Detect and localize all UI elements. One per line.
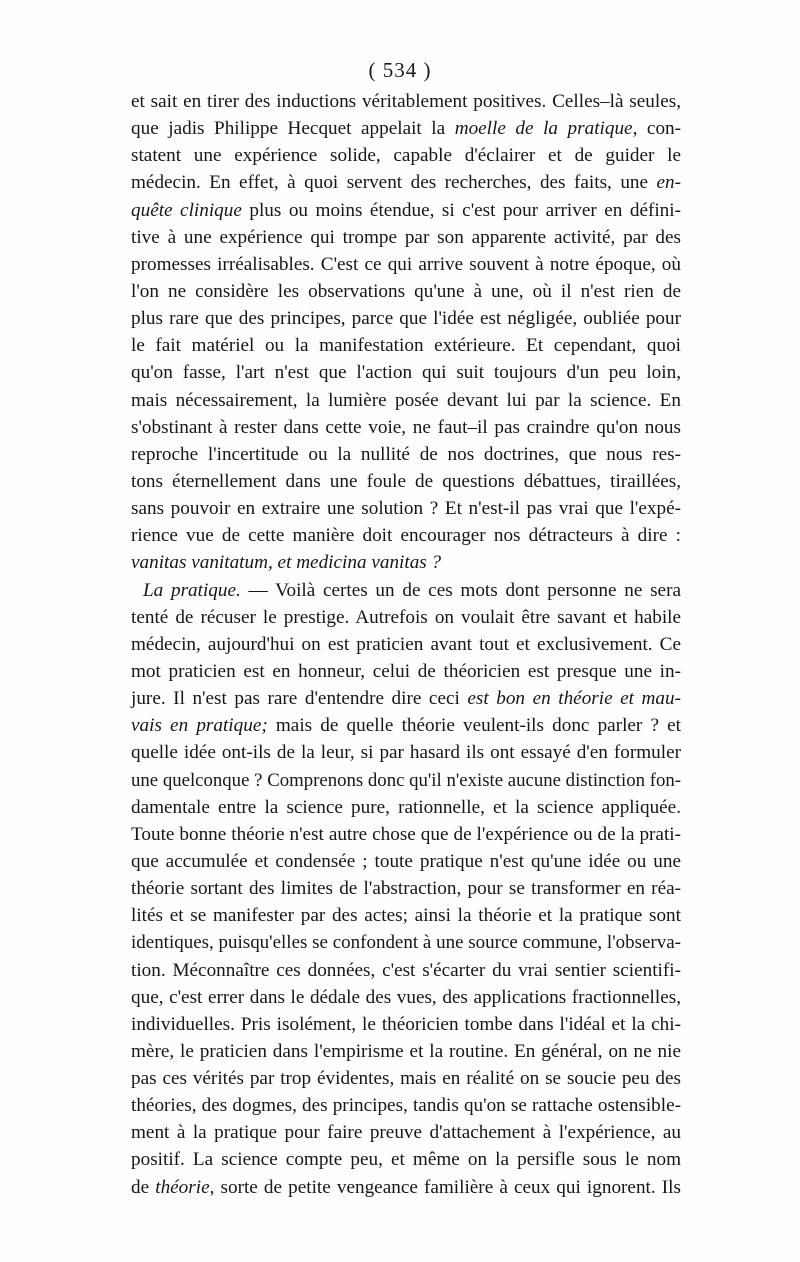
text-segment: qu'on fasse, l'art n'est que l'action qui suit toujours d'un peu loin, bbox=[131, 362, 681, 384]
text-segment: théorie sortant des limites de l'abstraction, pour se transformer en réa- bbox=[131, 878, 681, 900]
text-segment: pas ces vérités par trop évidentes, mais en réalité on se soucie peu des bbox=[131, 1068, 681, 1090]
text-line bbox=[131, 251, 681, 278]
text-segment: une quelconque ? Comprenons donc qu'il n'existe aucune distinction fon- bbox=[131, 769, 681, 791]
text-segment: identiques, puisqu'elles se confondent à une source commune, l'observa- bbox=[131, 932, 681, 954]
text-line bbox=[131, 549, 681, 576]
text-line bbox=[131, 1011, 681, 1038]
text-segment: ment à la pratique pour faire preuve d'attachement à l'expérience, au bbox=[131, 1122, 681, 1144]
text-line bbox=[131, 739, 681, 766]
text-segment: mais de quelle théorie veulent-ils donc parler ? et bbox=[267, 715, 681, 737]
body-text bbox=[131, 88, 681, 1201]
text-line bbox=[131, 224, 681, 251]
text-segment: rience vue de cette manière doit encourager nos détracteurs à dire : bbox=[131, 525, 681, 547]
text-segment: mot praticien est en honneur, celui de théoricien est presque une in- bbox=[131, 660, 681, 682]
text-line bbox=[131, 712, 681, 739]
text-line bbox=[131, 821, 681, 848]
text-line bbox=[131, 197, 681, 224]
text-segment: individuelles. Pris isolément, le théoricien tombe dans l'idéal et la chi- bbox=[131, 1013, 681, 1035]
text-segment: théories, des dogmes, des principes, tandis qu'on se rattache ostensible- bbox=[131, 1095, 681, 1117]
text-segment: que jadis Philippe Hecquet appelait la bbox=[131, 118, 455, 140]
text-segment: jure. Il n'est pas rare d'entendre dire ceci bbox=[131, 688, 468, 710]
text-segment: positif. La science compte peu, et même on la persifle sous le nom bbox=[131, 1149, 681, 1171]
text-line bbox=[131, 522, 681, 549]
text-line bbox=[131, 1174, 681, 1201]
text-segment: mais nécessairement, la lumière posée devant lui par la science. En bbox=[131, 389, 681, 411]
italic-text: est bon en théorie et mau- bbox=[467, 688, 681, 710]
text-segment: tenté de récuser le prestige. Autrefois on voulait être savant et habile bbox=[131, 606, 681, 628]
italic-text: vais en pratique; bbox=[131, 715, 268, 737]
text-segment: plus ou moins étendue, si c'est pour arriver en défini- bbox=[241, 199, 681, 221]
page-number: ( 534 ) bbox=[368, 58, 432, 82]
text-line bbox=[131, 278, 681, 305]
text-line bbox=[131, 142, 681, 169]
text-line bbox=[131, 902, 681, 929]
italic-text: vanitas vanitatum, et medicina vanitas ? bbox=[131, 552, 442, 574]
italic-text: moelle de la pratique bbox=[454, 118, 633, 140]
text-segment: lités et se manifester par des actes; ainsi la théorie et la pratique sont bbox=[131, 905, 681, 927]
text-line bbox=[131, 685, 681, 712]
text-segment: de bbox=[131, 1176, 156, 1198]
text-segment: Toute bonne théorie n'est autre chose que de l'expérience ou de la prati- bbox=[131, 823, 681, 845]
text-segment: tion. Méconnaître ces données, c'est s'écarter du vrai sentier scientifi- bbox=[131, 959, 681, 981]
italic-text: en- bbox=[656, 172, 681, 194]
text-segment: médecin, aujourd'hui on est praticien avant tout et exclusivement. Ce bbox=[131, 633, 681, 655]
text-line bbox=[131, 577, 681, 604]
text-line bbox=[131, 115, 681, 142]
text-line bbox=[131, 414, 681, 441]
text-line bbox=[131, 359, 681, 386]
text-line bbox=[131, 387, 681, 414]
text-line bbox=[131, 794, 681, 821]
text-line bbox=[131, 984, 681, 1011]
text-line bbox=[131, 1065, 681, 1092]
text-segment: statent une expérience solide, capable d'éclairer et de guider le bbox=[131, 145, 681, 167]
text-segment: — Voilà certes un de ces mots dont personne ne sera bbox=[240, 579, 681, 601]
text-line bbox=[131, 631, 681, 658]
text-line bbox=[131, 441, 681, 468]
text-line bbox=[131, 848, 681, 875]
text-segment: , con- bbox=[632, 118, 682, 140]
text-line bbox=[131, 305, 681, 332]
italic-text: quête clinique bbox=[131, 199, 242, 221]
text-segment: que accumulée et condensée ; toute pratique n'est qu'une idée ou une bbox=[131, 850, 681, 872]
text-segment: sans pouvoir en extraire une solution ? Et n'est-il pas vrai que l'expé- bbox=[131, 498, 681, 520]
text-segment: mère, le praticien dans l'empirisme et la routine. En général, on ne nie bbox=[131, 1040, 681, 1062]
text-segment: promesses irréalisables. C'est ce qui arrive souvent à notre époque, où bbox=[131, 253, 681, 275]
text-segment: reproche l'incertitude ou la nullité de nos doctrines, que nous res- bbox=[131, 443, 681, 465]
text-segment: plus rare que des principes, parce que l'idée est négligée, oubliée pour bbox=[131, 308, 681, 330]
text-segment: tive à une expérience qui trompe par son apparente activité, par des bbox=[131, 226, 681, 248]
text-line bbox=[131, 495, 681, 522]
text-line bbox=[131, 929, 681, 956]
italic-text: théorie bbox=[155, 1176, 210, 1198]
text-line bbox=[131, 1092, 681, 1119]
text-line bbox=[131, 604, 681, 631]
text-segment: s'obstinant à rester dans cette voie, ne faut–il pas craindre qu'on nous bbox=[131, 416, 681, 438]
text-line bbox=[131, 957, 681, 984]
text-line bbox=[131, 468, 681, 495]
text-line bbox=[131, 1038, 681, 1065]
text-segment: médecin. En effet, à quoi servent des recherches, des faits, une bbox=[131, 172, 657, 194]
text-line bbox=[131, 658, 681, 685]
text-segment: tons éternellement dans une foule de questions débattues, tiraillées, bbox=[131, 470, 681, 492]
text-segment: que, c'est errer dans le dédale des vues, des applications fractionnelles, bbox=[131, 986, 681, 1008]
text-line bbox=[131, 767, 681, 794]
text-segment: le fait matériel ou la manifestation extérieure. Et cependant, quoi bbox=[131, 335, 681, 357]
text-line bbox=[131, 1146, 681, 1173]
text-line bbox=[131, 1119, 681, 1146]
text-line bbox=[131, 875, 681, 902]
text-line bbox=[131, 88, 681, 115]
text-segment: et sait en tirer des inductions véritablement positives. Celles–là seules, bbox=[131, 91, 681, 112]
text-segment: , sorte de petite vengeance familière à ceux qui ignorent. Ils bbox=[209, 1176, 681, 1198]
text-segment: l'on ne considère les observations qu'une à une, où il n'est rien de bbox=[131, 280, 681, 302]
text-segment: quelle idée ont-ils de la leur, si par hasard ils ont essayé d'en formuler bbox=[131, 742, 681, 764]
italic-text: La pratique. bbox=[143, 579, 241, 601]
text-line bbox=[131, 169, 681, 196]
text-segment: damentale entre la science pure, rationnelle, et la science appliquée. bbox=[131, 796, 681, 818]
text-line bbox=[131, 332, 681, 359]
